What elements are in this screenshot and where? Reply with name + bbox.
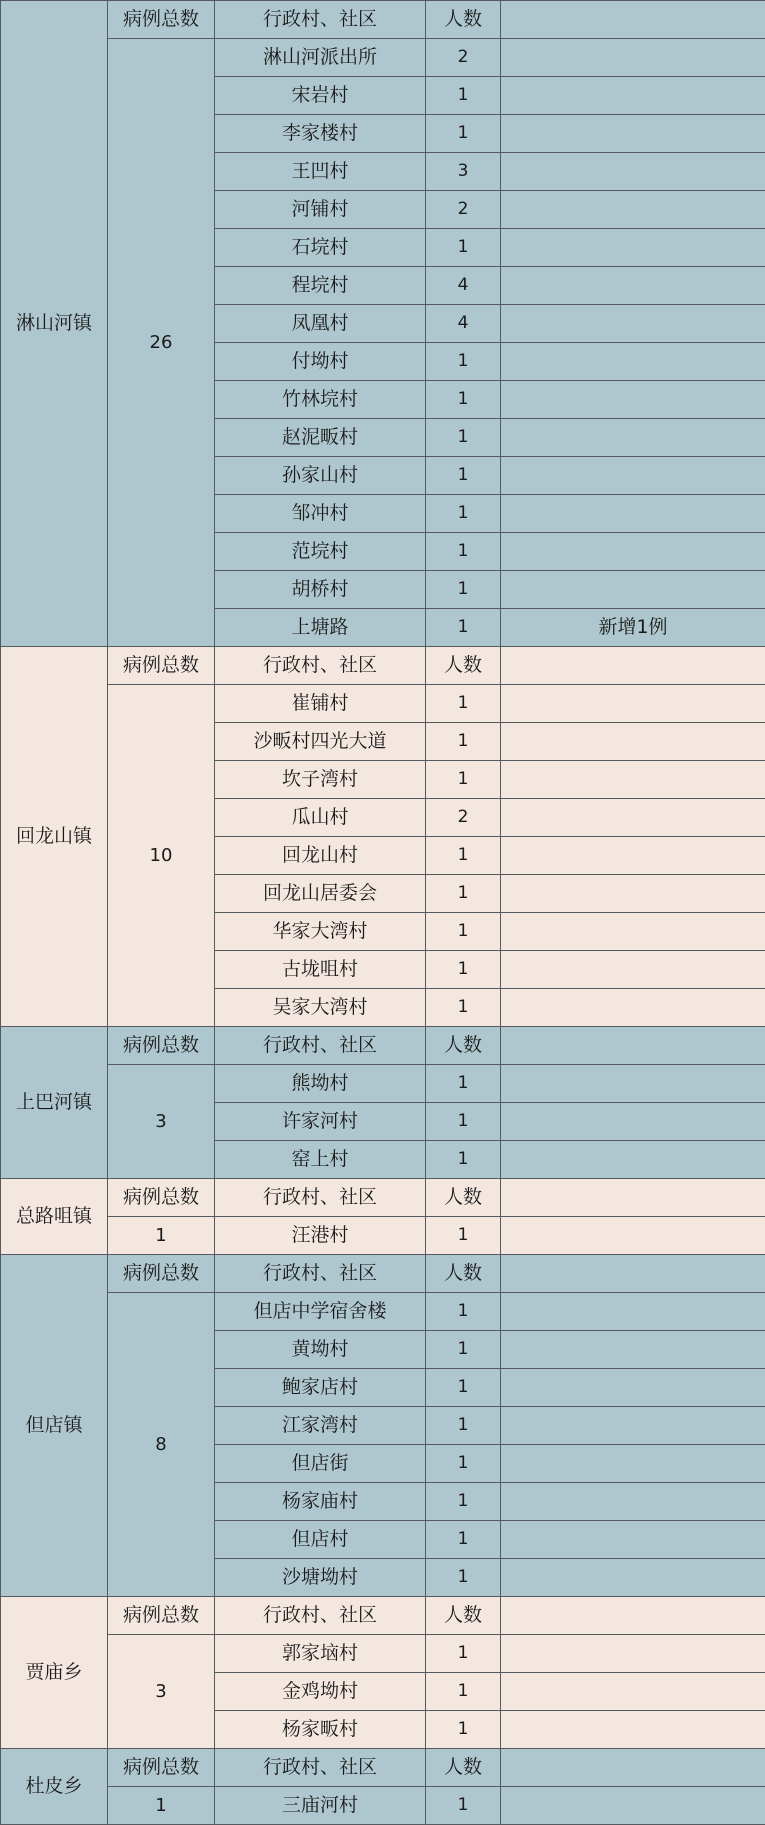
- village-note: [501, 381, 765, 419]
- village-name: 范垸村: [215, 533, 426, 571]
- village-note: [501, 685, 765, 723]
- village-row: [1, 1635, 765, 1673]
- header-village: 行政村、社区: [215, 1, 426, 39]
- village-note: [501, 1141, 765, 1179]
- village-note: [501, 875, 765, 913]
- header-total: 病例总数: [108, 1027, 215, 1065]
- village-note: [501, 305, 765, 343]
- village-note: [501, 1787, 765, 1825]
- village-note: [501, 77, 765, 115]
- village-name: 但店街: [215, 1445, 426, 1483]
- header-total: 病例总数: [108, 1597, 215, 1635]
- village-note: [501, 1635, 765, 1673]
- village-name: 淋山河派出所: [215, 39, 426, 77]
- village-note: [501, 115, 765, 153]
- village-count: 1: [426, 77, 501, 115]
- header-total: 病例总数: [108, 1255, 215, 1293]
- village-count: 1: [426, 1787, 501, 1825]
- header-note: [501, 1597, 765, 1635]
- village-count: 1: [426, 761, 501, 799]
- village-note: [501, 39, 765, 77]
- header-count: 人数: [426, 1749, 501, 1787]
- town-group: [1, 1749, 765, 1825]
- town-group: [1, 1027, 765, 1179]
- header-count: 人数: [426, 1, 501, 39]
- village-note: [501, 723, 765, 761]
- header-total: 病例总数: [108, 1179, 215, 1217]
- town-group: [1, 1179, 765, 1255]
- village-count: 1: [426, 381, 501, 419]
- village-note: [501, 913, 765, 951]
- village-count: 2: [426, 799, 501, 837]
- header-count: 人数: [426, 1179, 501, 1217]
- village-count: 2: [426, 191, 501, 229]
- header-row: [1, 1027, 765, 1065]
- village-name: 三庙河村: [215, 1787, 426, 1825]
- village-count: 4: [426, 267, 501, 305]
- village-count: 4: [426, 305, 501, 343]
- village-row: [1, 1065, 765, 1103]
- village-name: 杨家畈村: [215, 1711, 426, 1749]
- header-row: [1, 1179, 765, 1217]
- village-count: 1: [426, 457, 501, 495]
- village-name: 李家楼村: [215, 115, 426, 153]
- village-name: 熊坳村: [215, 1065, 426, 1103]
- header-count: 人数: [426, 1597, 501, 1635]
- town-total: 3: [108, 1635, 215, 1749]
- village-count: 1: [426, 1065, 501, 1103]
- header-note: [501, 1179, 765, 1217]
- village-count: 1: [426, 1559, 501, 1597]
- header-total: 病例总数: [108, 1, 215, 39]
- village-count: 1: [426, 1711, 501, 1749]
- village-note: [501, 1407, 765, 1445]
- village-row: [1, 685, 765, 723]
- village-note: 新增1例: [501, 609, 765, 647]
- town-total: 8: [108, 1293, 215, 1597]
- village-name: 窑上村: [215, 1141, 426, 1179]
- village-count: 1: [426, 1369, 501, 1407]
- header-note: [501, 1, 765, 39]
- header-row: [1, 1255, 765, 1293]
- village-note: [501, 1521, 765, 1559]
- village-name: 沙塘坳村: [215, 1559, 426, 1597]
- village-note: [501, 533, 765, 571]
- village-name: 石垸村: [215, 229, 426, 267]
- town-name: 但店镇: [1, 1255, 108, 1597]
- village-count: 1: [426, 951, 501, 989]
- village-count: 1: [426, 1521, 501, 1559]
- village-count: 1: [426, 533, 501, 571]
- village-name: 但店中学宿舍楼: [215, 1293, 426, 1331]
- village-name: 瓜山村: [215, 799, 426, 837]
- village-name: 杨家庙村: [215, 1483, 426, 1521]
- town-group: [1, 1597, 765, 1749]
- town-name: 回龙山镇: [1, 647, 108, 1027]
- town-group: [1, 647, 765, 1027]
- village-name: 鲍家店村: [215, 1369, 426, 1407]
- village-note: [501, 1103, 765, 1141]
- village-count: 1: [426, 609, 501, 647]
- village-name: 程垸村: [215, 267, 426, 305]
- village-name: 胡桥村: [215, 571, 426, 609]
- village-note: [501, 1065, 765, 1103]
- header-count: 人数: [426, 1255, 501, 1293]
- town-total: 1: [108, 1787, 215, 1825]
- village-note: [501, 1217, 765, 1255]
- town-total: 3: [108, 1065, 215, 1179]
- town-name: 贾庙乡: [1, 1597, 108, 1749]
- village-name: 付坳村: [215, 343, 426, 381]
- village-note: [501, 837, 765, 875]
- village-count: 1: [426, 571, 501, 609]
- village-count: 1: [426, 685, 501, 723]
- village-name: 赵泥畈村: [215, 419, 426, 457]
- village-note: [501, 457, 765, 495]
- town-group: [1, 1255, 765, 1597]
- town-name: 上巴河镇: [1, 1027, 108, 1179]
- village-row: [1, 1787, 765, 1825]
- village-count: 1: [426, 1103, 501, 1141]
- village-name: 回龙山村: [215, 837, 426, 875]
- header-village: 行政村、社区: [215, 1749, 426, 1787]
- town-name: 杜皮乡: [1, 1749, 108, 1825]
- village-note: [501, 1673, 765, 1711]
- header-row: [1, 1, 765, 39]
- village-name: 江家湾村: [215, 1407, 426, 1445]
- village-note: [501, 761, 765, 799]
- header-village: 行政村、社区: [215, 647, 426, 685]
- village-count: 1: [426, 723, 501, 761]
- village-name: 吴家大湾村: [215, 989, 426, 1027]
- village-note: [501, 1331, 765, 1369]
- town-name: 淋山河镇: [1, 1, 108, 647]
- header-row: [1, 647, 765, 685]
- village-count: 1: [426, 343, 501, 381]
- header-total: 病例总数: [108, 1749, 215, 1787]
- village-count: 1: [426, 1331, 501, 1369]
- village-note: [501, 1559, 765, 1597]
- village-count: 1: [426, 1217, 501, 1255]
- village-name: 孙家山村: [215, 457, 426, 495]
- village-count: 1: [426, 989, 501, 1027]
- village-count: 1: [426, 1293, 501, 1331]
- village-note: [501, 571, 765, 609]
- header-count: 人数: [426, 647, 501, 685]
- header-note: [501, 1027, 765, 1065]
- village-name: 崔铺村: [215, 685, 426, 723]
- village-count: 1: [426, 115, 501, 153]
- town-total: 1: [108, 1217, 215, 1255]
- village-name: 郭家垴村: [215, 1635, 426, 1673]
- village-name: 黄坳村: [215, 1331, 426, 1369]
- village-name: 古垅咀村: [215, 951, 426, 989]
- header-count: 人数: [426, 1027, 501, 1065]
- village-count: 1: [426, 1483, 501, 1521]
- village-count: 1: [426, 1635, 501, 1673]
- village-note: [501, 989, 765, 1027]
- header-row: [1, 1749, 765, 1787]
- village-note: [501, 419, 765, 457]
- village-note: [501, 1369, 765, 1407]
- village-count: 2: [426, 39, 501, 77]
- village-name: 坎子湾村: [215, 761, 426, 799]
- village-name: 沙畈村四光大道: [215, 723, 426, 761]
- village-name: 回龙山居委会: [215, 875, 426, 913]
- village-note: [501, 1483, 765, 1521]
- village-count: 1: [426, 229, 501, 267]
- village-count: 1: [426, 1673, 501, 1711]
- village-name: 邹冲村: [215, 495, 426, 533]
- village-note: [501, 343, 765, 381]
- town-group: [1, 1, 765, 647]
- village-name: 宋岩村: [215, 77, 426, 115]
- town-total: 26: [108, 39, 215, 647]
- header-note: [501, 1749, 765, 1787]
- village-count: 1: [426, 875, 501, 913]
- village-note: [501, 1445, 765, 1483]
- header-village: 行政村、社区: [215, 1027, 426, 1065]
- header-row: [1, 1597, 765, 1635]
- village-name: 凤凰村: [215, 305, 426, 343]
- village-name: 华家大湾村: [215, 913, 426, 951]
- village-name: 许家河村: [215, 1103, 426, 1141]
- header-village: 行政村、社区: [215, 1255, 426, 1293]
- header-village: 行政村、社区: [215, 1179, 426, 1217]
- town-name: 总路咀镇: [1, 1179, 108, 1255]
- village-name: 上塘路: [215, 609, 426, 647]
- village-count: 1: [426, 1141, 501, 1179]
- village-count: 1: [426, 419, 501, 457]
- village-note: [501, 229, 765, 267]
- village-note: [501, 191, 765, 229]
- village-row: [1, 1217, 765, 1255]
- header-note: [501, 1255, 765, 1293]
- village-note: [501, 799, 765, 837]
- village-note: [501, 1293, 765, 1331]
- header-total: 病例总数: [108, 647, 215, 685]
- village-row: [1, 39, 765, 77]
- village-count: 1: [426, 837, 501, 875]
- village-count: 1: [426, 1445, 501, 1483]
- village-name: 但店村: [215, 1521, 426, 1559]
- village-row: [1, 1293, 765, 1331]
- village-note: [501, 153, 765, 191]
- town-total: 10: [108, 685, 215, 1027]
- village-count: 1: [426, 1407, 501, 1445]
- village-note: [501, 495, 765, 533]
- village-note: [501, 267, 765, 305]
- village-note: [501, 1711, 765, 1749]
- village-count: 1: [426, 913, 501, 951]
- village-count: 1: [426, 495, 501, 533]
- header-village: 行政村、社区: [215, 1597, 426, 1635]
- header-note: [501, 647, 765, 685]
- village-name: 王凹村: [215, 153, 426, 191]
- village-count: 3: [426, 153, 501, 191]
- village-name: 河铺村: [215, 191, 426, 229]
- village-name: 汪港村: [215, 1217, 426, 1255]
- village-name: 竹林垸村: [215, 381, 426, 419]
- village-name: 金鸡坳村: [215, 1673, 426, 1711]
- village-note: [501, 951, 765, 989]
